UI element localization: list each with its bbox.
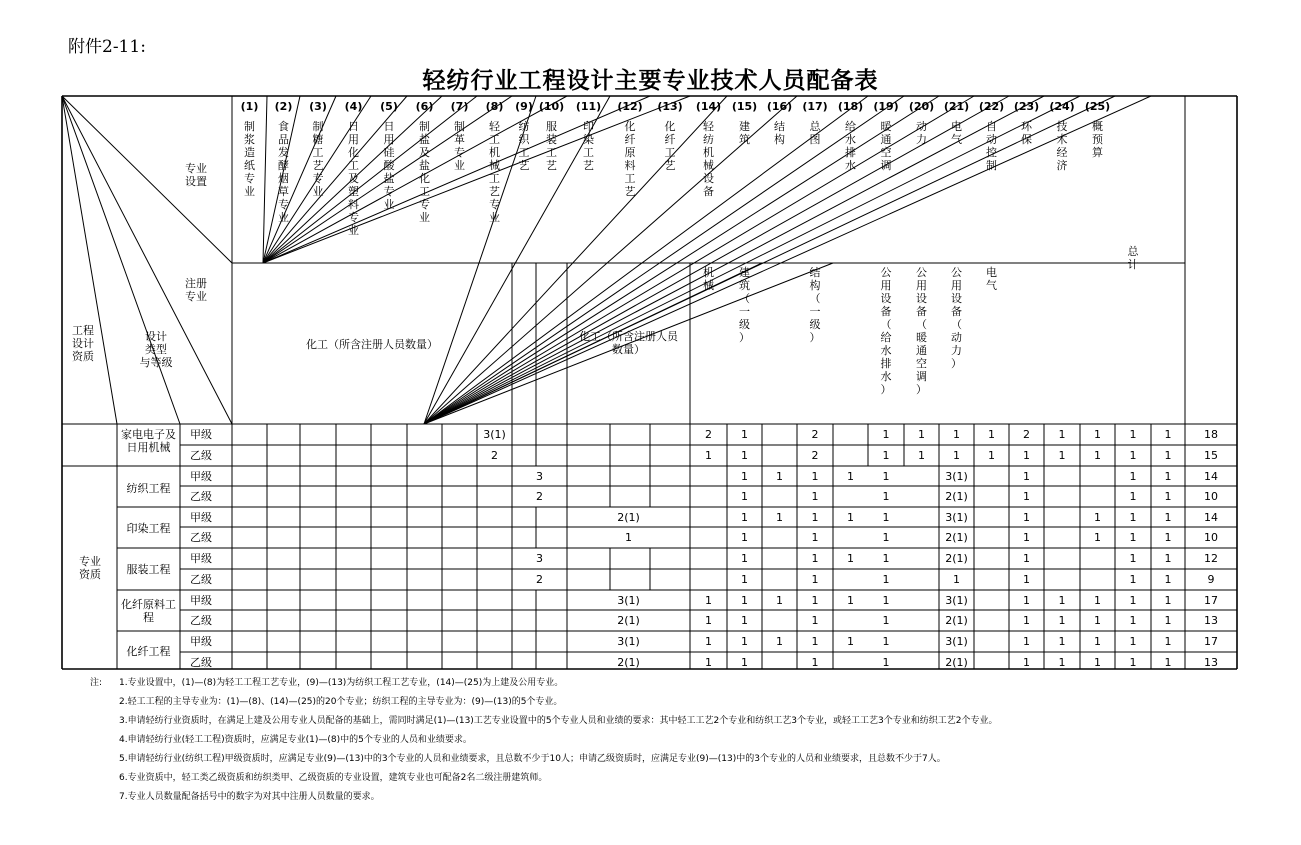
grade-label-0: 甲级: [190, 428, 212, 441]
category-3: 服装工程: [126, 563, 171, 576]
value-5-c25: 1: [1164, 531, 1172, 544]
value-3-c9_10: 2: [536, 490, 543, 503]
value-0-c25: 1: [1164, 428, 1172, 441]
value-6-c15: 1: [741, 552, 748, 565]
registered-electrical: 电 气: [986, 266, 997, 292]
grade-label-9: 乙级: [190, 614, 212, 627]
value-8-c24: 1: [1129, 594, 1137, 607]
note-item: 2.轻工工程的主导专业为：(1)—(8)、(14)—(25)的20个专业；纺织工程的主导专业为：(9)—(13)的5个专业。: [119, 697, 563, 707]
value-10-total: 17: [1204, 635, 1218, 648]
value-1-c20: 1: [988, 449, 995, 462]
value-3-c17: 1: [882, 490, 890, 503]
value-7-c25: 1: [1164, 573, 1172, 586]
value-9-c11_13: 2(1): [617, 614, 640, 627]
value-3-c18_20: 2(1): [945, 490, 968, 503]
registered-architecture: 建 筑 （ 一 级 ）: [739, 266, 750, 344]
value-10-c25: 1: [1164, 635, 1172, 648]
value-11-total: 13: [1204, 656, 1218, 669]
column-header-9: 纺 织 工 艺: [518, 120, 530, 172]
value-9-c24: 1: [1129, 614, 1137, 627]
grade-label-3: 乙级: [190, 490, 212, 503]
value-1-c22: 1: [1058, 449, 1066, 462]
value-2-c9_10: 3: [536, 470, 543, 483]
note-item: 3.申请轻纺行业资质时，在满足上建及公用专业人员配备的基础上，需同时满足(1)—(13)工艺专业设置中的5个专业人员和业绩的要求：其中轻工工艺2个专业和纺织工艺3个专业，或轻工工艺3个专业和纺织工艺2个专业。: [119, 716, 998, 726]
category-5: 化纤工程: [126, 645, 171, 658]
value-4-c15: 1: [741, 511, 748, 524]
value-0-c22: 1: [1058, 428, 1066, 441]
value-9-total: 13: [1204, 614, 1218, 627]
value-7-c9_10: 2: [536, 573, 543, 586]
category-0: 家电电子及 日用机械: [121, 428, 176, 454]
corner-label-registered: 注册 专业: [185, 277, 207, 303]
column-number-25: (25): [1084, 100, 1111, 113]
value-6-c16: 1: [811, 552, 819, 565]
value-2-c16: 1: [811, 470, 819, 483]
registered-mech: 机 械: [703, 266, 714, 292]
value-5-c16: 1: [811, 531, 819, 544]
value-8-c15b: 1: [776, 594, 783, 607]
value-0-c14: 2: [705, 428, 712, 441]
value-7-c15: 1: [741, 573, 748, 586]
value-4-c18_20: 3(1): [945, 511, 968, 524]
value-8-c17: 1: [882, 594, 890, 607]
value-0-c16: 2: [811, 428, 819, 441]
value-7-c24: 1: [1129, 573, 1137, 586]
value-3-c21: 1: [1023, 490, 1030, 503]
column-number-8: (8): [485, 100, 504, 113]
value-0-total: 18: [1204, 428, 1218, 441]
value-9-c23: 1: [1094, 614, 1101, 627]
value-9-c14: 1: [705, 614, 712, 627]
value-1-c18: 1: [918, 449, 925, 462]
group-professional: 专业 资质: [79, 555, 101, 581]
value-8-c23: 1: [1094, 594, 1101, 607]
column-header-4: 日 用 化 工 及 塑 料 专 业: [348, 120, 359, 237]
column-header-14: 轻 纺 机 械 设 备: [703, 120, 714, 198]
column-header-8: 轻 工 机 械 工 艺 专 业: [489, 120, 500, 224]
value-1-c21: 1: [1023, 449, 1030, 462]
value-3-c16: 1: [811, 490, 819, 503]
value-1-c24: 1: [1129, 449, 1137, 462]
value-1-c25: 1: [1164, 449, 1172, 462]
value-4-total: 14: [1204, 511, 1218, 524]
column-header-12: 化 纤 原 料 工 艺: [624, 120, 636, 198]
grade-label-7: 乙级: [190, 573, 212, 586]
column-number-24: (24): [1049, 100, 1075, 113]
column-header-7: 制 革 专 业: [454, 120, 465, 172]
value-1-c14: 1: [705, 449, 712, 462]
value-8-c14: 1: [705, 594, 712, 607]
value-6-c18_20: 2(1): [945, 552, 968, 565]
grade-label-6: 甲级: [190, 552, 212, 565]
column-header-16: 结 构: [774, 120, 785, 146]
value-0-c18: 1: [918, 428, 925, 441]
column-header-19: 暖 通 空 调: [880, 120, 892, 172]
value-4-c21: 1: [1023, 511, 1030, 524]
value-11-c21: 1: [1023, 656, 1030, 669]
value-4-c11_13: 2(1): [617, 511, 640, 524]
column-header-18: 给 水 排 水: [845, 120, 856, 172]
value-11-c18_20: 2(1): [945, 656, 968, 669]
column-header-6: 制 盐 及 盐 化 工 专 业: [419, 120, 430, 224]
column-number-22: (22): [978, 100, 1005, 113]
note-item: 1.专业设置中，(1)—(8)为轻工工程工艺专业，(9)—(13)为纺织工程工艺专业，(14)—(25)为上建及公用专业。: [119, 678, 564, 688]
value-9-c22: 1: [1058, 614, 1066, 627]
value-11-c23: 1: [1094, 656, 1101, 669]
value-5-c17: 1: [882, 531, 890, 544]
category-1: 纺织工程: [126, 482, 171, 495]
column-number-7: (7): [450, 100, 469, 113]
value-5-total: 10: [1204, 531, 1218, 544]
value-10-c21: 1: [1023, 635, 1030, 648]
column-header-10: 服 装 工 艺: [546, 120, 557, 172]
corner-diagonal: [62, 96, 180, 424]
value-9-c15: 1: [741, 614, 748, 627]
value-3-total: 10: [1204, 490, 1218, 503]
value-8-c25: 1: [1164, 594, 1172, 607]
value-6-c9_10: 3: [536, 552, 543, 565]
value-11-c17: 1: [882, 656, 890, 669]
registered-water: 公 用 设 备 （ 给 水 排 水 ）: [880, 266, 892, 396]
value-10-c17: 1: [882, 635, 890, 648]
value-0-c19: 1: [953, 428, 960, 441]
value-11-c24: 1: [1129, 656, 1137, 669]
value-5-c15: 1: [741, 531, 748, 544]
value-8-total: 17: [1204, 594, 1218, 607]
column-header-22: 自 动 控 制: [986, 120, 997, 172]
value-6-c17: 1: [882, 552, 890, 565]
value-2-c15b: 1: [776, 470, 783, 483]
column-number-23: (23): [1013, 100, 1040, 113]
value-6-c25: 1: [1164, 552, 1172, 565]
value-0-c23: 1: [1094, 428, 1101, 441]
value-8-c16b: 1: [847, 594, 854, 607]
value-4-c25: 1: [1164, 511, 1172, 524]
value-11-c16: 1: [811, 656, 819, 669]
value-0-c15: 1: [741, 428, 748, 441]
column-number-11: (11): [575, 100, 602, 113]
column-number-19: (19): [873, 100, 899, 113]
value-1-c15: 1: [741, 449, 748, 462]
value-8-c11_13: 3(1): [617, 594, 640, 607]
registered-power: 公 用 设 备 （ 动 力 ）: [951, 266, 962, 370]
value-10-c22: 1: [1058, 635, 1066, 648]
category-4: 化纤原料工 程: [121, 598, 176, 624]
value-1-c8: 2: [491, 449, 498, 462]
grade-label-5: 乙级: [190, 531, 212, 544]
value-9-c16: 1: [811, 614, 819, 627]
value-8-c16: 1: [811, 594, 819, 607]
value-0-c8: 3(1): [483, 428, 506, 441]
grade-label-8: 甲级: [190, 594, 212, 607]
value-11-c15: 1: [741, 656, 748, 669]
value-11-c25: 1: [1164, 656, 1172, 669]
value-7-total: 9: [1207, 573, 1215, 586]
value-9-c18_20: 2(1): [945, 614, 968, 627]
column-number-14: (14): [695, 100, 722, 113]
column-number-12: (12): [617, 100, 643, 113]
value-0-c24: 1: [1129, 428, 1137, 441]
value-2-total: 14: [1204, 470, 1218, 483]
value-10-c23: 1: [1094, 635, 1101, 648]
value-10-c18_20: 3(1): [945, 635, 968, 648]
value-4-c24: 1: [1129, 511, 1137, 524]
corner-label-qualification: 工程 设计 资质: [72, 324, 94, 363]
registered-chem-2: 化工（所含注册人员 数量）: [579, 330, 678, 356]
attachment-label: 附件2-11:: [68, 37, 146, 57]
value-2-c24: 1: [1129, 470, 1137, 483]
value-4-c15b: 1: [776, 511, 783, 524]
value-10-c15b: 1: [776, 635, 783, 648]
value-8-c18_20: 3(1): [945, 594, 968, 607]
column-number-13: (13): [657, 100, 683, 113]
value-5-c24: 1: [1129, 531, 1137, 544]
column-header-1: 制 浆 造 纸 专 业: [244, 120, 255, 198]
grade-label-4: 甲级: [190, 511, 212, 524]
value-5-c18_20: 2(1): [945, 531, 968, 544]
value-10-c15: 1: [741, 635, 748, 648]
value-2-c17: 1: [882, 470, 890, 483]
value-3-c25: 1: [1164, 490, 1172, 503]
value-3-c24: 1: [1129, 490, 1137, 503]
value-2-c25: 1: [1164, 470, 1172, 483]
value-6-total: 12: [1204, 552, 1218, 565]
corner-label-specialty: 专业 设置: [185, 162, 207, 188]
value-5-c23: 1: [1094, 531, 1101, 544]
grade-label-10: 甲级: [190, 635, 212, 648]
value-4-c23: 1: [1094, 511, 1101, 524]
column-header-5: 日 用 硅 酸 盐 专 业: [383, 120, 395, 211]
value-7-c17: 1: [882, 573, 890, 586]
value-5-c11_13: 1: [625, 531, 632, 544]
category-2: 印染工程: [126, 522, 171, 535]
column-number-15: (15): [731, 100, 758, 113]
value-4-c16: 1: [811, 511, 819, 524]
value-7-c21: 1: [1023, 573, 1030, 586]
note-item: 7.专业人员数量配备括号中的数字为对其中注册人员数量的要求。: [119, 792, 380, 802]
column-number-20: (20): [908, 100, 935, 113]
value-8-c15: 1: [741, 594, 748, 607]
value-11-c11_13: 2(1): [617, 656, 640, 669]
column-number-10: (10): [538, 100, 565, 113]
value-6-c24: 1: [1129, 552, 1137, 565]
column-number-17: (17): [802, 100, 828, 113]
value-7-c18_20: 1: [953, 573, 960, 586]
grade-label-11: 乙级: [190, 656, 212, 669]
column-number-4: (4): [344, 100, 363, 113]
page-title: 轻纺行业工程设计主要专业技术人员配备表: [422, 68, 879, 94]
column-header-23: 环 保: [1021, 120, 1032, 146]
value-1-c16: 2: [811, 449, 819, 462]
column-number-1: (1): [240, 100, 259, 113]
value-10-c16b: 1: [847, 635, 854, 648]
column-header-2: 食 品 发 酵 烟 草 专 业: [278, 120, 289, 224]
notes-label: 注:: [90, 678, 103, 688]
column-number-21: (21): [943, 100, 970, 113]
column-header-25: 概 预 算: [1092, 120, 1103, 159]
column-header-3: 制 糖 工 艺 专 业: [312, 120, 324, 198]
value-1-c17: 1: [882, 449, 890, 462]
value-2-c18_20: 3(1): [945, 470, 968, 483]
value-6-c21: 1: [1023, 552, 1030, 565]
value-4-c16b: 1: [847, 511, 854, 524]
value-11-c14: 1: [705, 656, 712, 669]
value-1-c23: 1: [1094, 449, 1101, 462]
value-9-c25: 1: [1164, 614, 1172, 627]
grade-label-1: 乙级: [190, 449, 212, 462]
column-header-17: 总 图: [809, 120, 821, 146]
value-5-c21: 1: [1023, 531, 1030, 544]
column-number-16: (16): [766, 100, 793, 113]
column-number-2: (2): [274, 100, 293, 113]
value-10-c24: 1: [1129, 635, 1137, 648]
value-1-c19: 1: [953, 449, 960, 462]
value-8-c22: 1: [1058, 594, 1066, 607]
column-header-11: 印 染 工 艺: [583, 120, 594, 172]
column-number-5: (5): [380, 100, 398, 113]
value-0-c20: 1: [988, 428, 995, 441]
value-11-c22: 1: [1058, 656, 1066, 669]
value-1-total: 15: [1204, 449, 1218, 462]
column-number-6: (6): [415, 100, 434, 113]
registered-chem-1: 化工（所含注册人员数量）: [306, 338, 438, 351]
value-10-c11_13: 3(1): [617, 635, 640, 648]
value-0-c17: 1: [882, 428, 890, 441]
value-3-c15: 1: [741, 490, 748, 503]
note-item: 6.专业资质中，轻工类乙级资质和纺织类甲、乙级资质的专业设置，建筑专业也可配备2名二级注册建筑师。: [119, 773, 548, 783]
value-9-c17: 1: [882, 614, 890, 627]
column-number-9: (9): [515, 100, 533, 113]
value-6-c16b: 1: [847, 552, 854, 565]
value-2-c21: 1: [1023, 470, 1030, 483]
value-4-c17: 1: [882, 511, 890, 524]
note-item: 5.申请轻纺行业(纺织工程)甲级资质时，应满足专业(9)—(13)中的3个专业的人员和业绩要求，且总数不少于10人；申请乙级资质时，应满足专业(9)—(13)中的3个专业的人员和业绩要求，且总数不少于7人。: [119, 754, 946, 764]
column-header-21: 电 气: [951, 120, 962, 146]
column-number-3: (3): [309, 100, 327, 113]
column-header-20: 动 力: [916, 120, 927, 146]
registered-structure: 结 构 （ 一 级 ）: [809, 266, 821, 344]
column-header-15: 建 筑: [739, 120, 750, 146]
note-item: 4.申请轻纺行业(轻工工程)资质时，应满足专业(1)—(8)中的5个专业的人员和业绩要求。: [119, 735, 472, 745]
value-2-c16b: 1: [847, 470, 854, 483]
column-header-13: 化 纤 工 艺: [664, 120, 676, 172]
corner-diagonal: [62, 96, 117, 424]
value-0-c21: 2: [1023, 428, 1030, 441]
grade-label-2: 甲级: [190, 470, 212, 483]
value-2-c15: 1: [741, 470, 748, 483]
registered-hvac: 公 用 设 备 （ 暖 通 空 调 ）: [916, 266, 927, 396]
value-7-c16: 1: [811, 573, 819, 586]
value-10-c16: 1: [811, 635, 819, 648]
corner-label-design-type: 设计 类型 与等级: [139, 330, 173, 369]
value-10-c14: 1: [705, 635, 712, 648]
value-9-c21: 1: [1023, 614, 1030, 627]
column-header-total: 总 计: [1127, 245, 1139, 271]
value-8-c21: 1: [1023, 594, 1030, 607]
column-header-24: 技 术 经 济: [1056, 120, 1068, 172]
corner-diagonal: [62, 96, 232, 424]
column-number-18: (18): [837, 100, 864, 113]
